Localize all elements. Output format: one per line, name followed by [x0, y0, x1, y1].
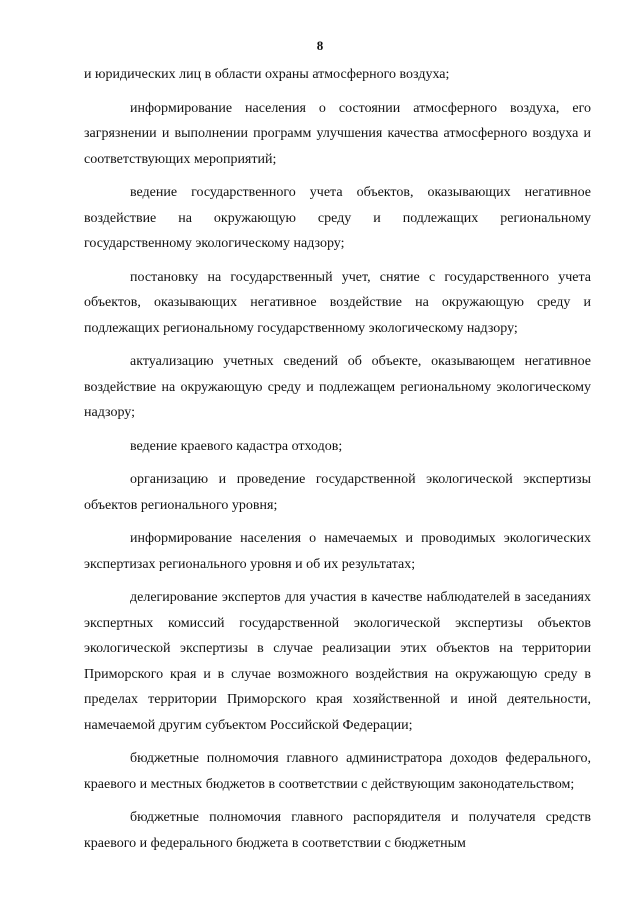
paragraph-registration: постановку на государственный учет, снятие с государственного учета объектов, оказывающих негативное воздействие на окружающую среду и подлежащих региональному государственному экологическому надзору; — [84, 269, 591, 336]
paragraph-revenue-administrator: бюджетные полномочия главного администратора доходов федерального, краевого и местных бюджетов в соответствии с действующим законодательством; — [84, 751, 591, 792]
paragraph-ecological-expertise: организацию и проведение государственной экологической экспертизы объектов регионального уровня; — [84, 472, 591, 513]
paragraph-state-accounting: ведение государственного учета объектов, оказывающих негативное воздействие на окружающую среду и подлежащих региональному государственному экологическому надзору; — [84, 185, 591, 251]
paragraph-waste-cadastre: ведение краевого кадастра отходов; — [130, 438, 343, 454]
paragraph-continuation: и юридических лиц в области охраны атмосферного воздуха; — [84, 67, 450, 82]
paragraph-budget-manager: бюджетные полномочия главного распорядителя и получателя средств краевого и федерального бюджета в соответствии с бюджетным — [84, 810, 591, 851]
paragraph-air-quality-information: информирование населения о состоянии атмосферного воздуха, его загрязнении и выполнении программ улучшения качества атмосферного воздуха и соответствующих мероприятий; — [84, 100, 591, 167]
paragraph-expert-delegation: делегирование экспертов для участия в качестве наблюдателей в заседаниях экспертных комиссий государственной экологической экспертизы объектов экологической экспертизы в случае реализации этих объектов на территории Приморского края и в случае возможного воздействия на окружающую среду в пределах территории Приморского края хозяйственной и иной деятельности, намечаемой другим субъектом Российской Федерации; — [84, 590, 591, 733]
document-body — [84, 62, 591, 864]
paragraph-record-update: актуализацию учетных сведений об объекте, оказывающем негативное воздействие на окружающую среду и подлежащем региональному экологическому надзору; — [84, 354, 591, 420]
page-number: 8 — [316, 38, 324, 53]
paragraph-expertise-information: информирование населения о намечаемых и проводимых экологических экспертизах регионального уровня и об их результатах; — [84, 531, 591, 572]
